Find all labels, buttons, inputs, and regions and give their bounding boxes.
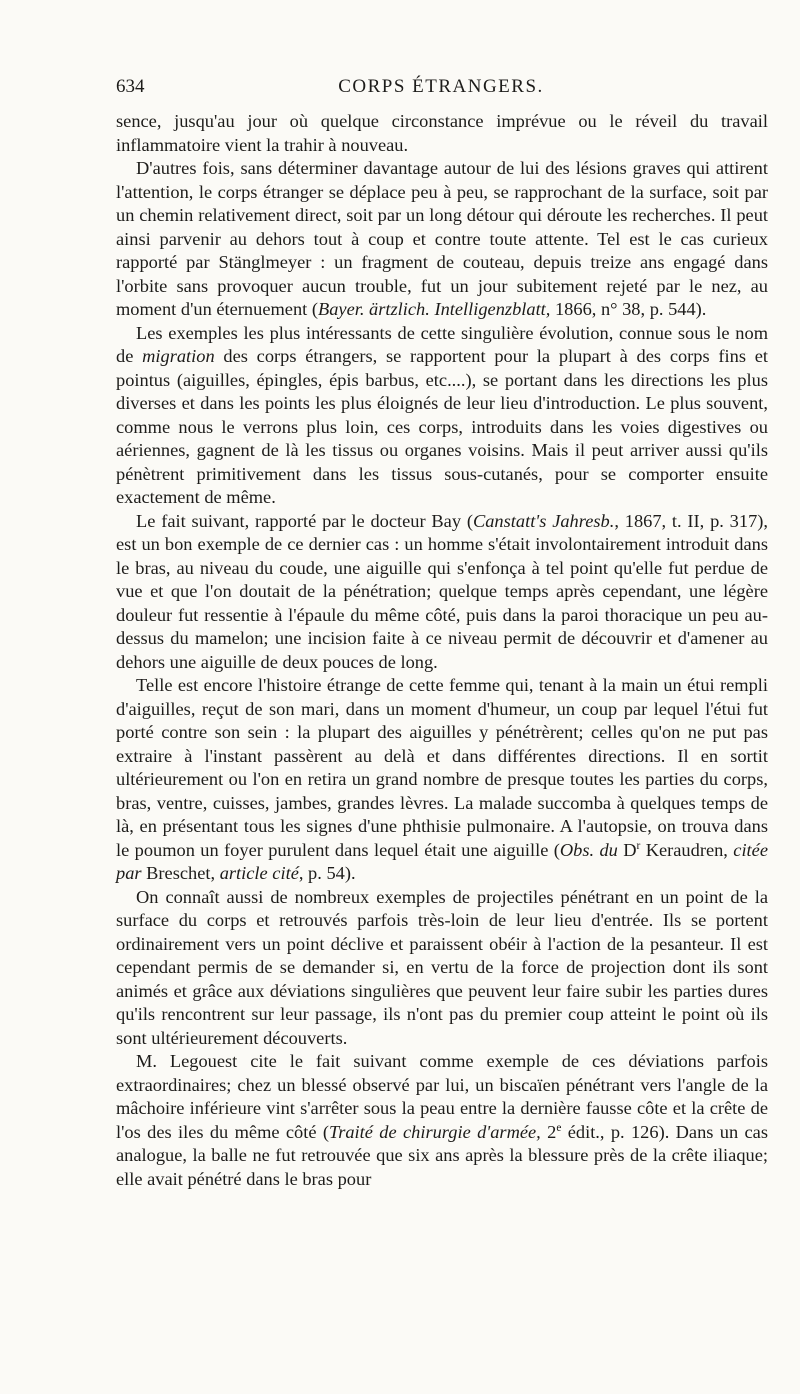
italic-citation: migration: [142, 346, 215, 366]
paragraph-text: Breschet,: [141, 863, 220, 883]
paragraph-text: Le fait suivant, rapporté par le docteur Bay (: [136, 510, 473, 531]
running-head: CORPS ÉTRANGERS.: [338, 76, 544, 97]
paragraph-text: D'autres fois, sans déterminer davantage autour de lui des lésions graves qui attirent l'attention, le corps étranger se déplace peu à peu, se rapprochant de la surface, soit par un chemin relativement direct, soit par un long détour qui déroute les recherches. Il peut ainsi parvenir au dehors tout à coup et contre toute attente. Tel est le cas curieux rapporté par Stänglmeyer : un fragment de couteau, depuis treize ans engagé dans l'orbite sans provoquer aucun trouble, fut un jour subitement rejeté par le nez, au moment d'un éternuement (: [116, 158, 768, 319]
paragraph-text: , 1867, t. II, p. 317), est un bon exemple de ce dernier cas : un homme s'était involontairement introduit dans le bras, au niveau du coude, une aiguille qui s'enfonça à tel point qu'elle fut perdue de vue et que l'on doutait de la pénétration; quelque temps après cependant, une légère douleur fut ressentie à l'épaule du même côté, puis dans la paroi thoracique un peu au-dessus du mamelon; une incision faite à ce niveau permit de découvrir et d'amener au dehors une aiguille de deux pouces de long.: [116, 510, 768, 672]
page-number: 634: [116, 76, 145, 97]
superscript-text: e: [556, 1121, 562, 1134]
italic-citation: Canstatt's Jahresb.: [472, 510, 615, 531]
italic-citation: citée par: [116, 839, 768, 883]
paragraph-text: , p. 54).: [298, 863, 356, 883]
paragraph-text: M. Legouest cite le fait suivant comme exemple de ces déviations parfois extraordinaires; chez un blessé observé par lui, un biscaïen pénétrant vers l'angle de la mâchoire inférieure vint s'arrêter sous la peau entre la dernière fausse côte et la crête de l'os des iles du même côté (: [116, 1051, 768, 1142]
paragraph-text: 2: [540, 1121, 557, 1142]
paragraph-text: Telle est encore l'histoire étrange de cette femme qui, tenant à la main un étui rempli d'aiguilles, reçut de son mari, dans un moment d'humeur, un coup par lequel l'étui fut porté contre son sein : la plupart des aiguilles y pénétrèrent; celles qu'on ne put pas extraire à l'instant passèrent au delà et dans différentes directions. Il en sortit ultérieurement ou l'on en retira un grand nombre de presque toutes les parties du corps, bras, ventre, cuisses, jambes, grandes lèvres. La malade succomba à quelques temps de là, en présentant tous les signes d'une phthisie pulmonaire. A l'autopsie, on trouva dans le poumon un foyer purulent dans lequel était une aiguille (: [116, 675, 768, 860]
paragraph-text: édit., p. 126). Dans un cas analogue, la balle ne fut retrouvée que six ans après la blessure près de la crête iliaque; elle avait pénétré dans le bras pour: [116, 1121, 769, 1189]
paragraph: [116, 322, 768, 510]
paragraph: [116, 510, 768, 675]
italic-citation: Traité de chirurgie d'armée,: [328, 1121, 541, 1142]
italic-citation: article cité: [219, 863, 299, 883]
paragraph-text: sence, jusqu'au jour où quelque circonstance imprévue ou le réveil du travail inflammatoire vient la trahir à nouveau.: [116, 111, 768, 155]
paragraph-text: D: [617, 839, 637, 860]
paragraph: [116, 157, 768, 322]
paragraph: [116, 674, 768, 886]
paragraph-text: On connaît aussi de nombreux exemples de projectiles pénétrant en un point de la surface du corps et retrouvés parfois très-loin de leur lieu d'entrée. Ils se portent ordinairement vers un point déclive et paraissent obéir à l'action de la pesanteur. Il est cependant permis de se demander si, en vertu de la force de projection dont ils sont animés et grâce aux déviations singulières que peuvent leur faire subir les parties dures qu'ils rencontrent sur leur passage, ils n'ont pas du premier coup atteint le point où ils sont ultérieurement découverts.: [116, 886, 768, 1048]
page-body: [116, 110, 768, 1191]
page-header: [116, 76, 766, 102]
paragraph: [116, 110, 768, 157]
paragraph-text: 1866, n° 38, p. 544).: [550, 299, 707, 319]
paragraph: [116, 886, 768, 1051]
superscript-text: r: [636, 839, 641, 852]
paragraph-text: Keraudren,: [640, 839, 734, 860]
paragraph-text: des corps étrangers, se rapportent pour la plupart à des corps fins et pointus (aiguilles, épingles, épis barbus, etc....), se portant dans les directions les plus diverses et dans les points les plus éloignés de leur lieu d'introduction. Le plus souvent, comme nous le verrons plus loin, ces corps, introduits dans les voies digestives ou aériennes, gagnent de là les tissus ou organes voisins. Mais il peut arriver aussi qu'ils pénètrent primitivement dans les tissus sous-cutanés, pour se comporter ensuite exactement de même.: [116, 346, 768, 507]
italic-citation: Obs. du: [559, 839, 618, 860]
paragraph-text: Les exemples les plus intéressants de cette singulière évolution, connue sous le nom de: [116, 322, 768, 366]
paragraph: [116, 1050, 768, 1191]
italic-citation: Bayer. ärtzlich. Intelligenzblatt,: [317, 299, 551, 319]
